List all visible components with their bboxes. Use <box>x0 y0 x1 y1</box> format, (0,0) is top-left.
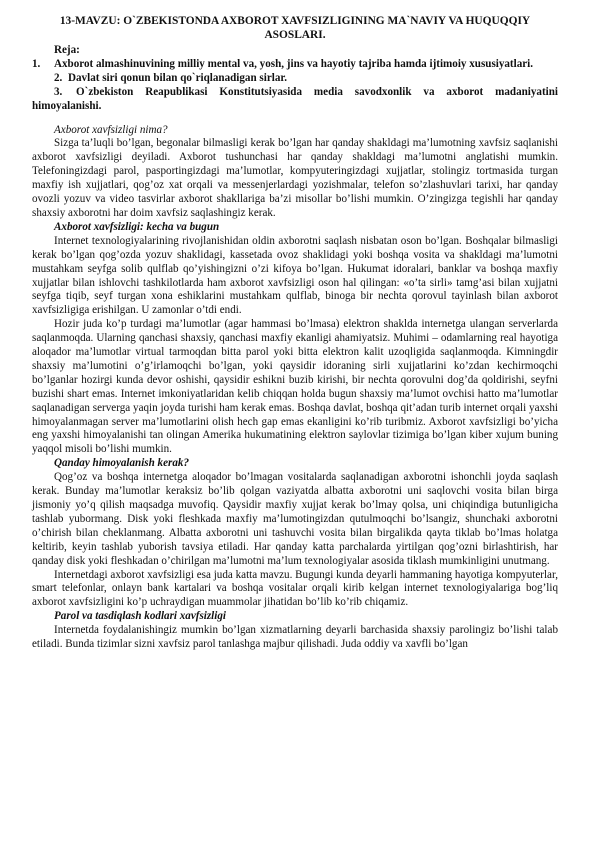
plan-item-text: Axborot almashinuvining milliy mental va, yosh, jins va hayotiy tajriba hamda ijtimoiy xususiyatlari. <box>54 57 534 70</box>
paragraph: Internet texnologiyalarining rivojlanishidan oldin axborotni saqlash nisbatan oson bo’lgan. Boshqalar bilmasligi kerak bo’lgan qog’ozda yozuv shaklidagi, kassetada ovoz shaklidagi yoki boshqa vosita va shakldagi ma’lumotni mustahkam seyfga solib qulflab qo’yishingizni o’zi kifoya bo’lgan. Hukumat idoralari, banklar va boshqa maxfiy xujjatlar bilan ishlovchi tashkilotlarda ham axborot xavfsizligi oson hal qilingan: «o’ta sirli» tamg’asi bilan xujjatni seyfga tiqib, seyf turgan xona eshiklarini mustahkam qulflab, binoga bir nechta qorovul tayinlash bilan axborot xavfsizligiga erishilgan. U zamonlar o’tdi endi. <box>32 234 558 317</box>
plan-item-text: Davlat siri qonun bilan qo`riqlanadigan sirlar. <box>68 71 288 84</box>
plan-item-number: 3. <box>54 85 63 98</box>
paragraph: Qog’oz va boshqa internetga aloqador bo’lmagan vositalarda saqlanadigan axborotni ishonchli joyda saqlash kerak. Bunday ma’lumotlar keraksiz bo’lib qolgan vaziyatda albatta axborotni uni saqlovchi vosita bilan birga jismoniy yo’q qilish maqsadga muvofiq. Qaysidir maxfiy xujjat kerak bo’lmay qolsa, uni chiqindiga butunligicha tashlab yubormang. Disk yoki fleshkada maxfiy ma’lumotingizdan qutulmoqchi bo’lsangiz, shunchaki axborotni o’chirish bilan cheklanmang. Albatta axborotni uni tashuvchi vosita bilan birgalikda qayta tiklab bo’lmas holatga keltirib, keyin tashlab yuborish tavsiya etiladi. Har qanday katta parchalarda yirtilgan qog’ozni birlashtirish, har qanday disk yoki fleshkadan o’chirilgan ma’lumotni ma’lum texnologiyalar asosida tiklash mumkinligini unutmang. <box>32 471 558 567</box>
plan-item-number: 1. <box>32 57 41 70</box>
page-title: 13-MAVZU: O`ZBEKISTONDA AXBOROT XAVFSIZLIGINING MA`NAVIY VA HUQUQQIY ASOSLARI. <box>59 15 531 41</box>
section-heading: Parol va tasdiqlash kodlari xavfsizligi <box>54 610 226 623</box>
paragraph: Sizga ta’luqli bo’lgan, begonalar bilmasligi kerak bo’lgan har qanday shakldagi ma’lumotning xavfsiz saqlanishi axborot xavfsizligi deyiladi. Axborot tushunchasi har qanday shakldagi ma’lumotni anglatishi mumkin. Telefoningizdagi parol, pasportingizdagi ma’lumotlar, kompyuteringizdagi xujjatlar, stolingiz tortmasida turgan maxfiy ish xujjatlari, qog’oz xat orqali va messenjerlardagi yozishmalar, telefon so’zlashuvlari tarixi, har qanday ovozli yozuv va video tasvirlar axborot shakllariga ba’zi misollar bo’lishi mumkin. O’zingizga tegishli har qanday shaxsiy axborotni har doim xavfsiz saqlashingiz kerak. <box>32 137 558 219</box>
paragraph: Hozir juda ko’p turdagi ma’lumotlar (agar hammasi bo’lmasa) elektron shaklda internetga ulangan serverlarda saqlanmoqda. Ularning qanchasi shaxsiy, qanchasi maxfiy ekanligi ahamiyatsiz. Muhimi – odamlarning real hayotiga aloqador ma’lumotlar virtual tarmoqdan bitta parol yoki bitta elektron kalit uzoqligida saqlanmoqda. Kimningdir shaxsiy ma’lumotini o’g’irlamoqchi bo’lgan, yoki qaysidir idoraning sirli xujjatlarini ko’zdan kechirmoqchi bo’lganlar hozirgi kunda devor oshishi, qaysidir eshikni buzib kirishi, bir nechta qorovulni dog’da qoldirishi, seyfni buzishi shart emas. Internet imkoniyatlaridan kelib chiqqan holda bugun shaxsiy ma’lumot ovchisi hatto ma’lumotlar saqlanadigan serverga yaqin joyda turishi ham kerak emas. Boshqa davlat, boshqa qit’adan turib internet orqali yaxshi himoyalanmagan server ma’lumotlarini olish hech gap emas ekanligini ko’rib turibmiz. Axborot xavfsizligi bo’yicha eng yaxshi himoyalanishi tan olingan Amerika hukumatining elektron saylovlar tizimiga bo’lgan kiber xujum buning yaqqol misoli bo’lishi mumkin. <box>32 318 558 456</box>
plan-item-number: 2. <box>54 71 63 84</box>
plan-label: Reja: <box>54 44 80 56</box>
plan-item-text: O`zbekiston Reapublikasi Konstitutsiyasida media savodxonlik va axborot madaniyatini himoyalanishi. <box>32 85 558 112</box>
plan-item-3 <box>32 86 558 114</box>
section-heading: Axborot xavfsizligi nima? <box>54 123 168 136</box>
plan-item-2 <box>32 72 558 86</box>
section-heading: Axborot xavfsizligi: kecha va bugun <box>54 220 220 233</box>
paragraph: Internetda foydalanishingiz mumkin bo’lgan xizmatlarning deyarli barchasida shaxsiy parolingiz bo’lishi talab etiladi. Bunda tizimlar sizni xavfsiz parol tanlashga majbur qilishadi. Juda oddiy va xavfli bo’lgan <box>32 624 558 651</box>
plan-item-1 <box>32 58 558 72</box>
section-heading: Qanday himoyalanish kerak? <box>54 457 189 470</box>
paragraph: Internetdagi axborot xavfsizligi esa juda katta mavzu. Bugungi kunda deyarli hammaning hayotiga kompyuterlar, smart telefonlar, onlayn bank kartalari va boshqa vositalar orqali kirib kelgan internet texnologiyalariga bog’liq axborot xavfsizligini ko’p uchraydigan muammolar jihatidan bo’lib ko’rib chiqamiz. <box>32 568 558 609</box>
